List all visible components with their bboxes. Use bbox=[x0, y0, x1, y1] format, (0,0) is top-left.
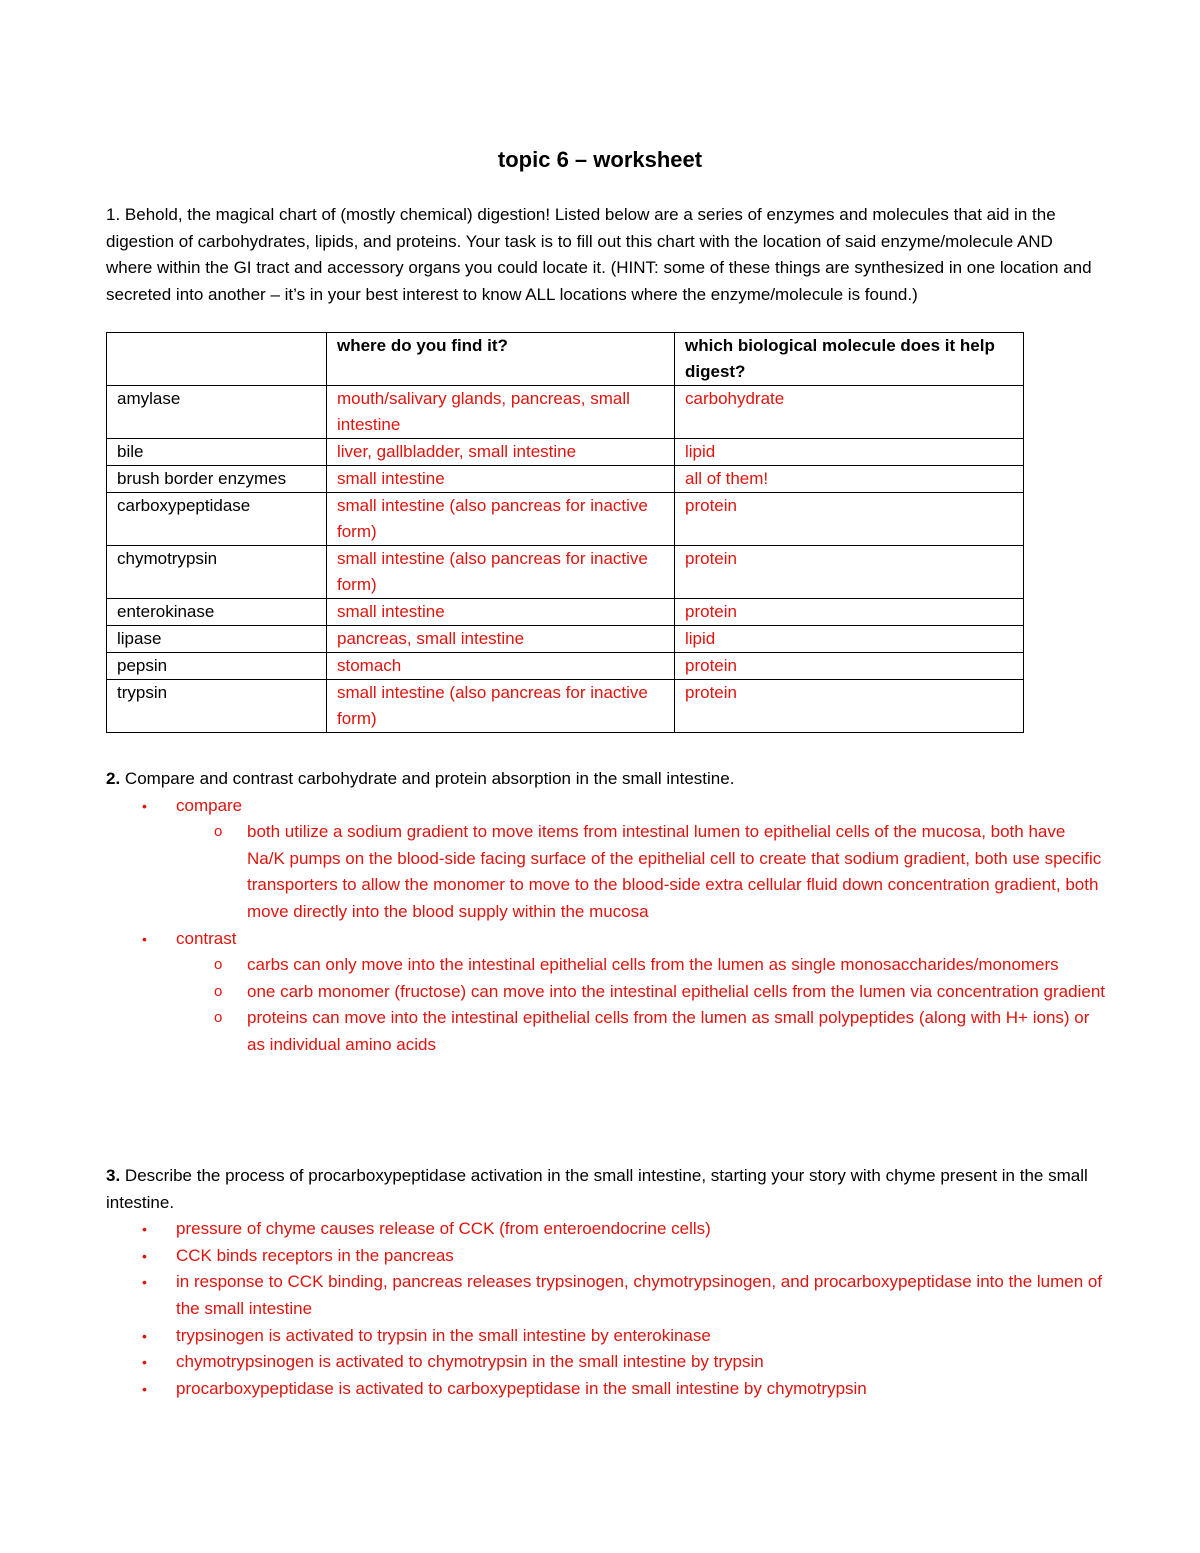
chart-cell-location: small intestine bbox=[327, 599, 675, 626]
chart-cell-location: liver, gallbladder, small intestine bbox=[327, 439, 675, 466]
question-3-text bbox=[106, 1163, 1106, 1216]
chart-cell-name: trypsin bbox=[107, 680, 327, 733]
sub-item-text: proteins can move into the intestinal epithelial cells from the lumen as small polypeptides (along with H+ ions) or as individual amino acids bbox=[247, 1008, 1090, 1054]
sub-item-text: both utilize a sodium gradient to move items from intestinal lumen to epithelial cells of the mucosa, both have Na/K pumps on the blood-side facing surface of the epithelial cell to create that sodium gradient, both use specific transporters to allow the monomer to move to the blood-side extra cellular fluid down concentration gradient, both move directly into the blood supply within the mucosa bbox=[247, 822, 1102, 921]
activation-step bbox=[106, 1269, 1106, 1322]
chart-cell-molecule: protein bbox=[675, 680, 1024, 733]
chart-row bbox=[107, 599, 1024, 626]
bullet-marker: • bbox=[142, 1247, 147, 1264]
sub-bullet-marker: o bbox=[214, 823, 223, 841]
chart-row bbox=[107, 493, 1024, 546]
chart-cell-name: enterokinase bbox=[107, 599, 327, 626]
chart-row bbox=[107, 466, 1024, 493]
sub-bullet-marker: o bbox=[214, 956, 223, 974]
contrast-sub-items bbox=[106, 952, 1106, 1058]
step-text: chymotrypsinogen is activated to chymotrypsin in the small intestine by trypsin bbox=[176, 1352, 764, 1372]
chart-cell-molecule: all of them! bbox=[675, 466, 1024, 493]
sub-item-text: one carb monomer (fructose) can move into the intestinal epithelial cells from the lumen via concentration gradient bbox=[247, 981, 1105, 1001]
bullet-marker: • bbox=[142, 1221, 147, 1238]
question-3-number: 3. bbox=[106, 1166, 121, 1185]
bullet-marker: • bbox=[142, 797, 147, 814]
activation-step bbox=[106, 1243, 1106, 1270]
question-3-body: Describe the process of procarboxypeptidase activation in the small intestine, starting your story with chyme present in the small intestine. bbox=[106, 1166, 1088, 1212]
page-title: topic 6 – worksheet bbox=[497, 147, 703, 172]
chart-cell-name: carboxypeptidase bbox=[107, 493, 327, 546]
chart-cell-location: mouth/salivary glands, pancreas, small intestine bbox=[327, 386, 675, 439]
chart-cell-name: lipase bbox=[107, 626, 327, 653]
contrast-bullet bbox=[106, 926, 1106, 953]
question-2-text bbox=[106, 766, 1106, 793]
chart-header-blank bbox=[107, 333, 327, 386]
bullet-marker: • bbox=[142, 1327, 147, 1344]
bullet-marker: • bbox=[142, 930, 147, 947]
question-2 bbox=[106, 766, 1106, 1059]
chart-cell-molecule: protein bbox=[675, 599, 1024, 626]
chart-header-molecule: which biological molecule does it help digest? bbox=[675, 333, 1024, 386]
step-text: procarboxypeptidase is activated to carboxypeptidase in the small intestine by chymotrypsin bbox=[176, 1378, 867, 1398]
step-text: CCK binds receptors in the pancreas bbox=[176, 1245, 454, 1265]
sub-bullet-marker: o bbox=[214, 1009, 223, 1027]
chart-cell-molecule: protein bbox=[675, 546, 1024, 599]
sub-list-item bbox=[106, 1005, 1106, 1058]
chart-cell-location: small intestine (also pancreas for inactive form) bbox=[327, 493, 675, 546]
chart-cell-molecule: protein bbox=[675, 493, 1024, 546]
chart-cell-name: amylase bbox=[107, 386, 327, 439]
chart-row bbox=[107, 439, 1024, 466]
chart-cell-location: stomach bbox=[327, 653, 675, 680]
compare-sub-items bbox=[106, 819, 1106, 925]
chart-row bbox=[107, 386, 1024, 439]
activation-step bbox=[106, 1376, 1106, 1403]
activation-step bbox=[106, 1349, 1106, 1376]
chart-row bbox=[107, 626, 1024, 653]
chart-cell-molecule: lipid bbox=[675, 439, 1024, 466]
chart-row bbox=[107, 680, 1024, 733]
chart-cell-molecule: protein bbox=[675, 653, 1024, 680]
digestion-chart bbox=[106, 332, 1024, 733]
chart-cell-name: bile bbox=[107, 439, 327, 466]
chart-cell-molecule: carbohydrate bbox=[675, 386, 1024, 439]
sub-list-item bbox=[106, 979, 1106, 1006]
chart-cell-location: pancreas, small intestine bbox=[327, 626, 675, 653]
bullet-marker: • bbox=[142, 1380, 147, 1397]
sub-list-item bbox=[106, 952, 1106, 979]
sub-item-text: carbs can only move into the intestinal epithelial cells from the lumen as single monosaccharides/monomers bbox=[247, 955, 1059, 975]
question-3 bbox=[106, 1163, 1106, 1402]
chart-cell-name: pepsin bbox=[107, 653, 327, 680]
question-1-body: Behold, the magical chart of (mostly chemical) digestion! Listed below are a series of enzymes and molecules that aid in the digestion of carbohydrates, lipids, and proteins. Your task is to fill out this chart with the location of said enzyme/molecule AND where within the GI tract and accessory organs you could locate it. (HINT: some of these things are synthesized in one location and secreted into another – it’s in your best interest to know ALL locations where the enzyme/molecule is found.) bbox=[106, 205, 1092, 304]
question-2-body: Compare and contrast carbohydrate and protein absorption in the small intestine. bbox=[124, 769, 735, 788]
compare-label: compare bbox=[176, 795, 243, 815]
compare-contrast-list bbox=[106, 793, 1106, 1059]
chart-cell-molecule: lipid bbox=[675, 626, 1024, 653]
chart-cell-name: brush border enzymes bbox=[107, 466, 327, 493]
step-text: in response to CCK binding, pancreas releases trypsinogen, chymotrypsinogen, and procarboxypeptidase into the lumen of the small intestine bbox=[176, 1272, 1103, 1318]
step-text: trypsinogen is activated to trypsin in the small intestine by enterokinase bbox=[176, 1325, 711, 1345]
chart-header-location: where do you find it? bbox=[327, 333, 675, 386]
chart-row bbox=[107, 653, 1024, 680]
question-1-text bbox=[106, 202, 1096, 308]
chart-cell-location: small intestine (also pancreas for inactive form) bbox=[327, 546, 675, 599]
activation-steps-list bbox=[106, 1216, 1106, 1402]
sub-bullet-marker: o bbox=[214, 982, 223, 1000]
bullet-marker: • bbox=[142, 1274, 147, 1291]
question-2-number: 2. bbox=[106, 769, 121, 788]
sub-list-item bbox=[106, 819, 1106, 925]
bullet-marker: • bbox=[142, 1354, 147, 1371]
contrast-label: contrast bbox=[176, 928, 237, 948]
activation-step bbox=[106, 1323, 1106, 1350]
activation-step bbox=[106, 1216, 1106, 1243]
chart-cell-location: small intestine bbox=[327, 466, 675, 493]
chart-header-row bbox=[107, 333, 1024, 386]
chart-cell-location: small intestine (also pancreas for inactive form) bbox=[327, 680, 675, 733]
chart-cell-name: chymotrypsin bbox=[107, 546, 327, 599]
question-1-number: 1. bbox=[106, 205, 121, 224]
step-text: pressure of chyme causes release of CCK (from enteroendocrine cells) bbox=[176, 1219, 711, 1239]
chart-row bbox=[107, 546, 1024, 599]
compare-bullet bbox=[106, 793, 1106, 820]
question-1 bbox=[106, 202, 1096, 308]
